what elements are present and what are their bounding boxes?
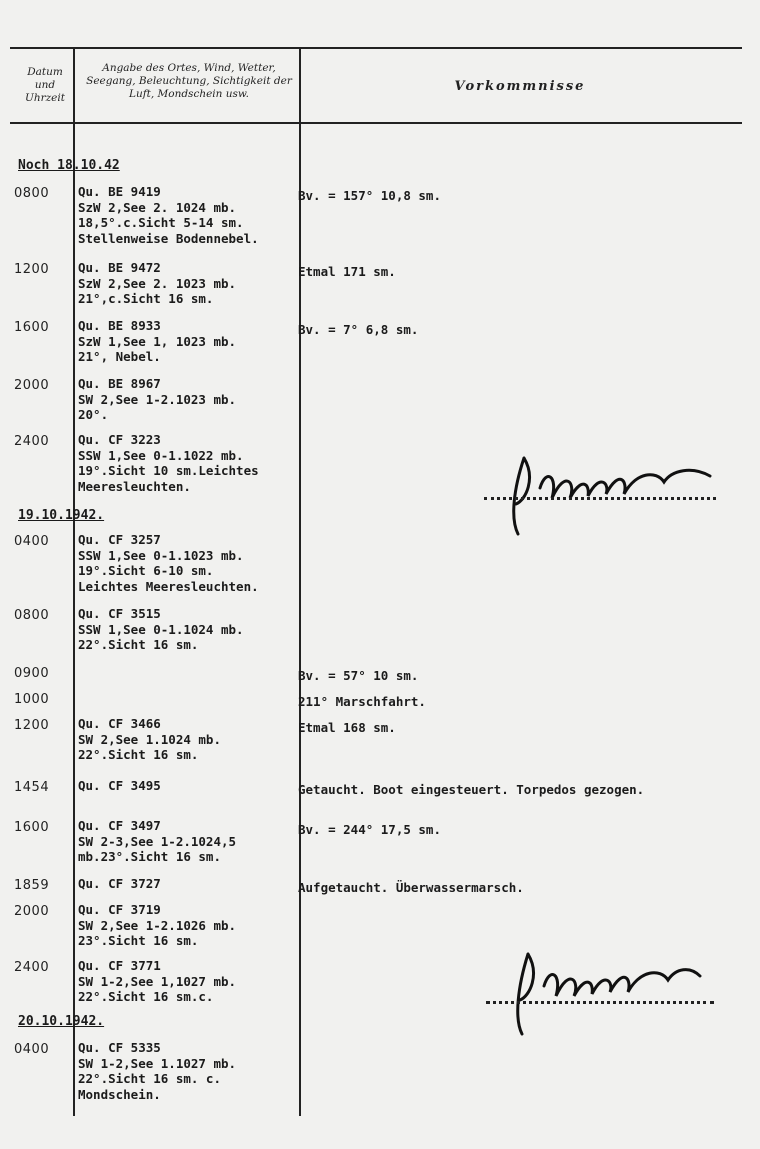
entry-time: 0400 — [14, 534, 50, 549]
entry-location-weather — [78, 902, 328, 949]
location-line: Mondschein. — [78, 1086, 161, 1102]
location-line: Qu. CF 3495 — [78, 778, 161, 793]
entry-location-weather — [78, 184, 328, 246]
entry-location-weather — [78, 778, 328, 794]
location-line: Qu. BE 8967 — [78, 376, 161, 391]
entry-location-weather — [78, 260, 328, 307]
entry-time: 0800 — [14, 186, 50, 201]
date-heading: 19.10.1942. — [18, 508, 105, 523]
location-line: Qu. CF 3466 — [78, 716, 161, 731]
location-line: SW 2,See 1.1024 mb. — [78, 731, 221, 747]
location-line: SSW 1,See 0-1.1024 mb. — [78, 621, 244, 637]
entry-location-weather — [78, 606, 328, 653]
entry-time: 1600 — [14, 820, 50, 835]
entry-event: Etmal 168 sm. — [298, 720, 396, 735]
location-line: SW 2-3,See 1-2.1024,5 — [78, 833, 237, 849]
date-heading: Noch 18.10.42 — [18, 158, 120, 173]
header-ort: Angabe des Ortes, Wind, Wetter, Seegang, Beleuchtung, Sichtigkeit der Luft, Mondschein usw. — [86, 62, 292, 100]
location-line: Qu. CF 3223 — [78, 432, 161, 447]
location-line: SW 1-2,See 1.1027 mb. — [78, 1055, 237, 1071]
location-line: Leichtes Meeresleuchten. — [78, 578, 259, 594]
header-bottom-rule — [10, 122, 742, 124]
column-divider-1 — [73, 49, 75, 1116]
location-line: SW 1-2,See 1,1027 mb. — [78, 973, 237, 989]
location-line: Qu. CF 3257 — [78, 532, 161, 547]
entry-event: 211° Marschfahrt. — [298, 694, 426, 709]
location-line: 19°.Sicht 10 sm.Leichtes — [78, 463, 259, 478]
top-rule — [10, 47, 742, 49]
entry-time: 2000 — [14, 378, 50, 393]
entry-time: 1200 — [14, 262, 50, 277]
entry-location-weather — [78, 532, 328, 594]
location-line: SzW 2,See 2. 1024 mb. — [78, 199, 237, 215]
entry-time: 1000 — [14, 692, 50, 707]
location-line: 19°.Sicht 6-10 sm. — [78, 563, 214, 578]
entry-event: Bv. = 244° 17,5 sm. — [298, 822, 441, 837]
location-line: SzW 2,See 2. 1023 mb. — [78, 275, 237, 291]
entry-time: 2400 — [14, 434, 50, 449]
location-line: 22°.Sicht 16 sm. — [78, 637, 199, 652]
entry-time: 2400 — [14, 960, 50, 975]
entry-location-weather — [78, 1040, 328, 1102]
header-vorkommnisse: Vorkommnisse — [454, 79, 586, 94]
location-line: 22°.Sicht 16 sm. — [78, 747, 199, 762]
entry-time: 0400 — [14, 1042, 50, 1057]
entry-event: Bv. = 157° 10,8 sm. — [298, 188, 441, 203]
entry-location-weather — [78, 818, 328, 865]
entry-event: Bv. = 57° 10 sm. — [298, 668, 419, 683]
location-line: 22°.Sicht 16 sm. c. — [78, 1071, 221, 1086]
location-line: mb.23°.Sicht 16 sm. — [78, 849, 221, 864]
location-line: 18,5°.c.Sicht 5-14 sm. — [78, 215, 244, 230]
location-line: 20°. — [78, 407, 109, 422]
location-line: 21°, Nebel. — [78, 349, 161, 364]
location-line: Qu. CF 3719 — [78, 902, 161, 917]
entry-location-weather — [78, 958, 328, 1005]
location-line: Qu. BE 8933 — [78, 318, 161, 333]
location-line: Qu. CF 3497 — [78, 818, 161, 833]
signature-2-dotted-line — [486, 1001, 714, 1004]
header-datum: Datum und Uhrzeit — [25, 66, 65, 104]
entry-time: 2000 — [14, 904, 50, 919]
entry-location-weather — [78, 876, 328, 892]
entry-event: Etmal 171 sm. — [298, 264, 396, 279]
location-line: Qu. BE 9419 — [78, 184, 161, 199]
location-line: Qu. BE 9472 — [78, 260, 161, 275]
location-line: SSW 1,See 0-1.1022 mb. — [78, 447, 244, 463]
entry-time: 1200 — [14, 718, 50, 733]
location-line: SW 2,See 1-2.1023 mb. — [78, 391, 237, 407]
location-line: Qu. CF 3515 — [78, 606, 161, 621]
entry-location-weather — [78, 432, 328, 494]
entry-location-weather — [78, 376, 328, 423]
entry-event: Bv. = 7° 6,8 sm. — [298, 322, 419, 337]
date-heading: 20.10.1942. — [18, 1014, 105, 1029]
entry-location-weather — [78, 318, 328, 365]
entry-time: 1454 — [14, 780, 50, 795]
entry-time: 1859 — [14, 878, 50, 893]
entry-time: 0800 — [14, 608, 50, 623]
signature-1 — [496, 448, 726, 538]
location-line: 23°.Sicht 16 sm. — [78, 933, 199, 948]
location-line: SSW 1,See 0-1.1023 mb. — [78, 547, 244, 563]
location-line: Qu. CF 3771 — [78, 958, 161, 973]
signature-2 — [500, 946, 720, 1036]
entry-event: Aufgetaucht. Überwassermarsch. — [298, 880, 524, 895]
location-line: SzW 1,See 1, 1023 mb. — [78, 333, 237, 349]
location-line: Meeresleuchten. — [78, 478, 191, 494]
location-line: 22°.Sicht 16 sm.c. — [78, 989, 214, 1004]
location-line: Stellenweise Bodennebel. — [78, 230, 259, 246]
location-line: 21°,c.Sicht 16 sm. — [78, 291, 214, 306]
location-line: Qu. CF 5335 — [78, 1040, 161, 1055]
location-line: Qu. CF 3727 — [78, 876, 161, 891]
signature-1-dotted-line — [484, 497, 716, 500]
location-line: SW 2,See 1-2.1026 mb. — [78, 917, 237, 933]
entry-time: 0900 — [14, 666, 50, 681]
entry-location-weather — [78, 716, 328, 763]
entry-time: 1600 — [14, 320, 50, 335]
entry-event: Getaucht. Boot eingesteuert. Torpedos gezogen. — [298, 782, 645, 797]
